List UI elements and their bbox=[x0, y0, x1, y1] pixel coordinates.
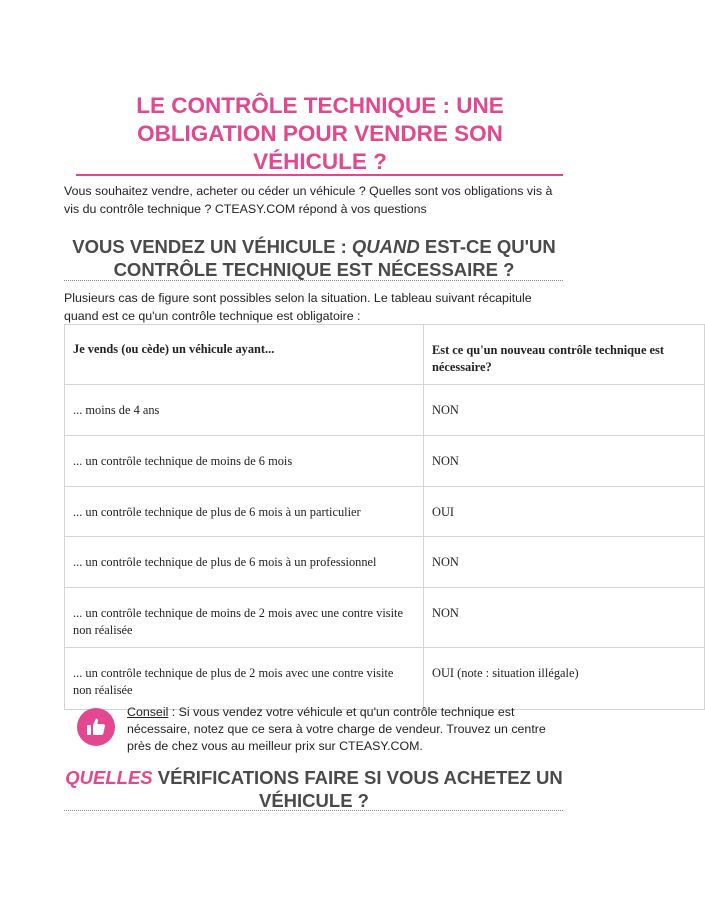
table-cell-condition: ... moins de 4 ans bbox=[65, 385, 424, 436]
table-cell-answer: OUI (note : situation illégale) bbox=[424, 648, 705, 710]
table-row bbox=[65, 385, 705, 436]
table-row bbox=[65, 588, 705, 648]
section-heading-buying-emphasis: QUELLES bbox=[65, 767, 153, 788]
page-title-line-1: LE CONTRÔLE TECHNIQUE : UNE bbox=[136, 93, 504, 118]
section-heading-buying-post: VÉRIFICATIONS FAIRE SI VOUS ACHETEZ UN VÉHICULE ? bbox=[152, 767, 563, 811]
section-heading-selling-emphasis: QUAND bbox=[351, 236, 420, 257]
table-cell-condition: ... un contrôle technique de moins de 2 mois avec une contre visite non réalisée bbox=[65, 588, 424, 648]
title-divider bbox=[76, 174, 563, 176]
table-header-row bbox=[65, 325, 705, 385]
table-header-answer: Est ce qu'un nouveau contrôle technique est nécessaire? bbox=[424, 325, 705, 385]
tip-text: : Si vous vendez votre véhicule et qu'un contrôle technique est nécessaire, notez que ce sera à votre charge de vendeur. Trouvez un centre près de chez vous au meilleur prix sur CTEASY.COM. bbox=[127, 705, 546, 753]
page-title bbox=[100, 92, 540, 176]
section-divider-buying bbox=[64, 810, 563, 811]
table-cell-answer: NON bbox=[424, 588, 705, 648]
tip-link[interactable]: Conseil bbox=[127, 705, 169, 719]
table-cell-condition: ... un contrôle technique de plus de 6 mois à un professionnel bbox=[65, 537, 424, 588]
table-header-condition: Je vends (ou cède) un véhicule ayant... bbox=[65, 325, 424, 385]
table-row bbox=[65, 537, 705, 588]
thumbs-up-icon bbox=[77, 708, 115, 746]
section-heading-buying bbox=[64, 766, 564, 812]
table-cell-condition: ... un contrôle technique de plus de 6 mois à un particulier bbox=[65, 487, 424, 537]
table-cell-answer: NON bbox=[424, 537, 705, 588]
obligations-table bbox=[64, 324, 705, 710]
obligations-table-container bbox=[64, 324, 664, 710]
table-cell-answer: NON bbox=[424, 385, 705, 436]
table-cell-answer: NON bbox=[424, 436, 705, 487]
section-heading-selling-post: EST-CE QU'UN CONTRÔLE TECHNIQUE EST NÉCESSAIRE ? bbox=[113, 236, 556, 280]
table-cell-answer: OUI bbox=[424, 487, 705, 537]
table-intro-paragraph: Plusieurs cas de figure sont possibles selon la situation. Le tableau suivant récapitule quand est ce qu'un contrôle technique est obligatoire : bbox=[64, 291, 532, 323]
section-divider-selling bbox=[64, 280, 563, 281]
intro-paragraph: Vous souhaitez vendre, acheter ou céder un véhicule ? Quelles sont vos obligations vis à vis du contrôle technique ? CTEASY.COM répond à vos questions bbox=[64, 184, 553, 216]
table-row bbox=[65, 436, 705, 487]
section-heading-selling bbox=[64, 235, 564, 281]
page-title-line-3: VÉHICULE ? bbox=[253, 149, 387, 174]
section-heading-selling-pre: VOUS VENDEZ UN VÉHICULE : bbox=[72, 236, 352, 257]
page-title-line-2: OBLIGATION POUR VENDRE SON bbox=[137, 121, 503, 146]
table-row bbox=[65, 487, 705, 537]
table-cell-condition: ... un contrôle technique de moins de 6 mois bbox=[65, 436, 424, 487]
thumbs-up-glyph bbox=[85, 716, 107, 738]
table-row bbox=[65, 648, 705, 710]
tip-paragraph bbox=[127, 704, 547, 755]
table-cell-condition: ... un contrôle technique de plus de 2 mois avec une contre visite non réalisée bbox=[65, 648, 424, 710]
